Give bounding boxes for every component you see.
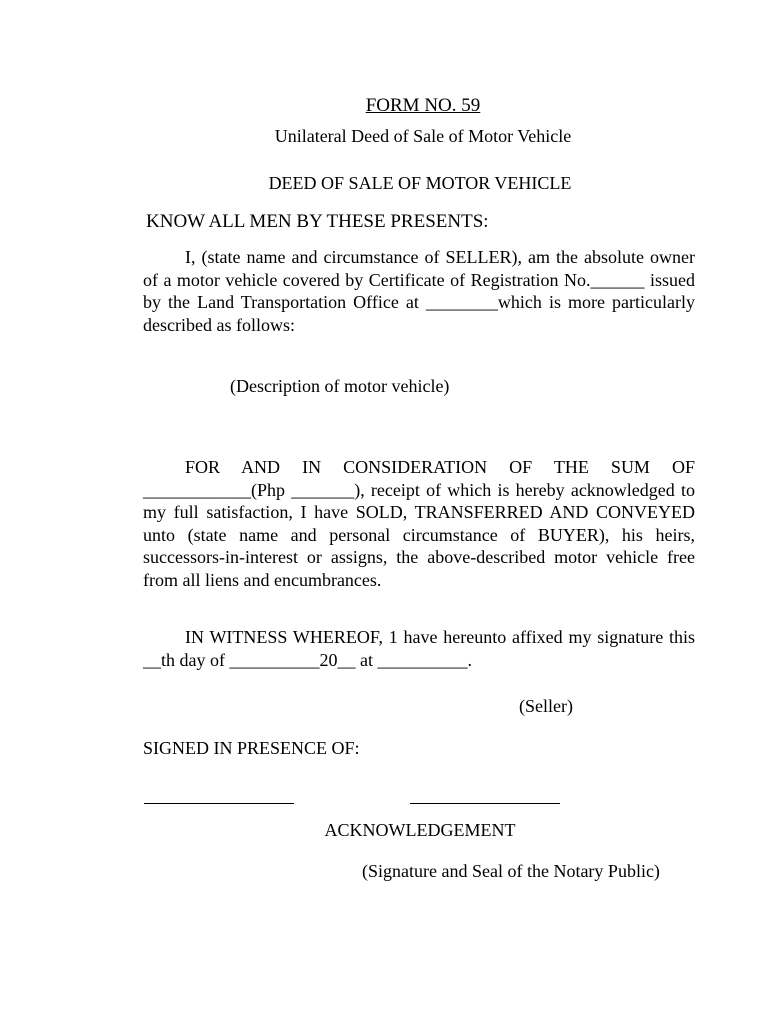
notary-signature-label: (Signature and Seal of the Notary Public) bbox=[362, 861, 660, 881]
witness-signature-line-1 bbox=[144, 783, 294, 804]
witness-signature-line-2 bbox=[410, 783, 560, 804]
form-number: FORM NO. 59 bbox=[365, 95, 481, 116]
acknowledgement-heading: ACKNOWLEDGEMENT bbox=[324, 820, 516, 840]
witness-heading: SIGNED IN PRESENCE OF: bbox=[143, 738, 360, 758]
witness-paragraph: IN WITNESS WHEREOF, 1 have hereunto affixed my signature this __th day of __________20__ at __________. bbox=[143, 627, 695, 670]
seller-signature-label: (Seller) bbox=[519, 696, 573, 716]
vehicle-description-placeholder: (Description of motor vehicle) bbox=[230, 376, 450, 396]
consideration-paragraph: FOR AND IN CONSIDERATION OF THE SUM OF ____________(Php _______), receipt of which is hereby acknowledged to my full satisfaction, I have SOLD, TRANSFERRED AND CONVEYED unto (state name and personal circumstance of BUYER), his heirs, successors-in-interest or assigns, the above-described motor vehicle free from all liens and encumbrances. bbox=[143, 457, 695, 590]
know-all-heading: KNOW ALL MEN BY THESE PRESENTS: bbox=[146, 211, 489, 232]
form-subtitle: Unilateral Deed of Sale of Motor Vehicle bbox=[274, 126, 572, 146]
deed-title: DEED OF SALE OF MOTOR VEHICLE bbox=[268, 173, 572, 193]
seller-ownership-paragraph: I, (state name and circumstance of SELLER), am the absolute owner of a motor vehicle covered by Certificate of Registration No.______ issued by the Land Transportation Office at ________which is more particularly described as follows: bbox=[143, 247, 695, 335]
